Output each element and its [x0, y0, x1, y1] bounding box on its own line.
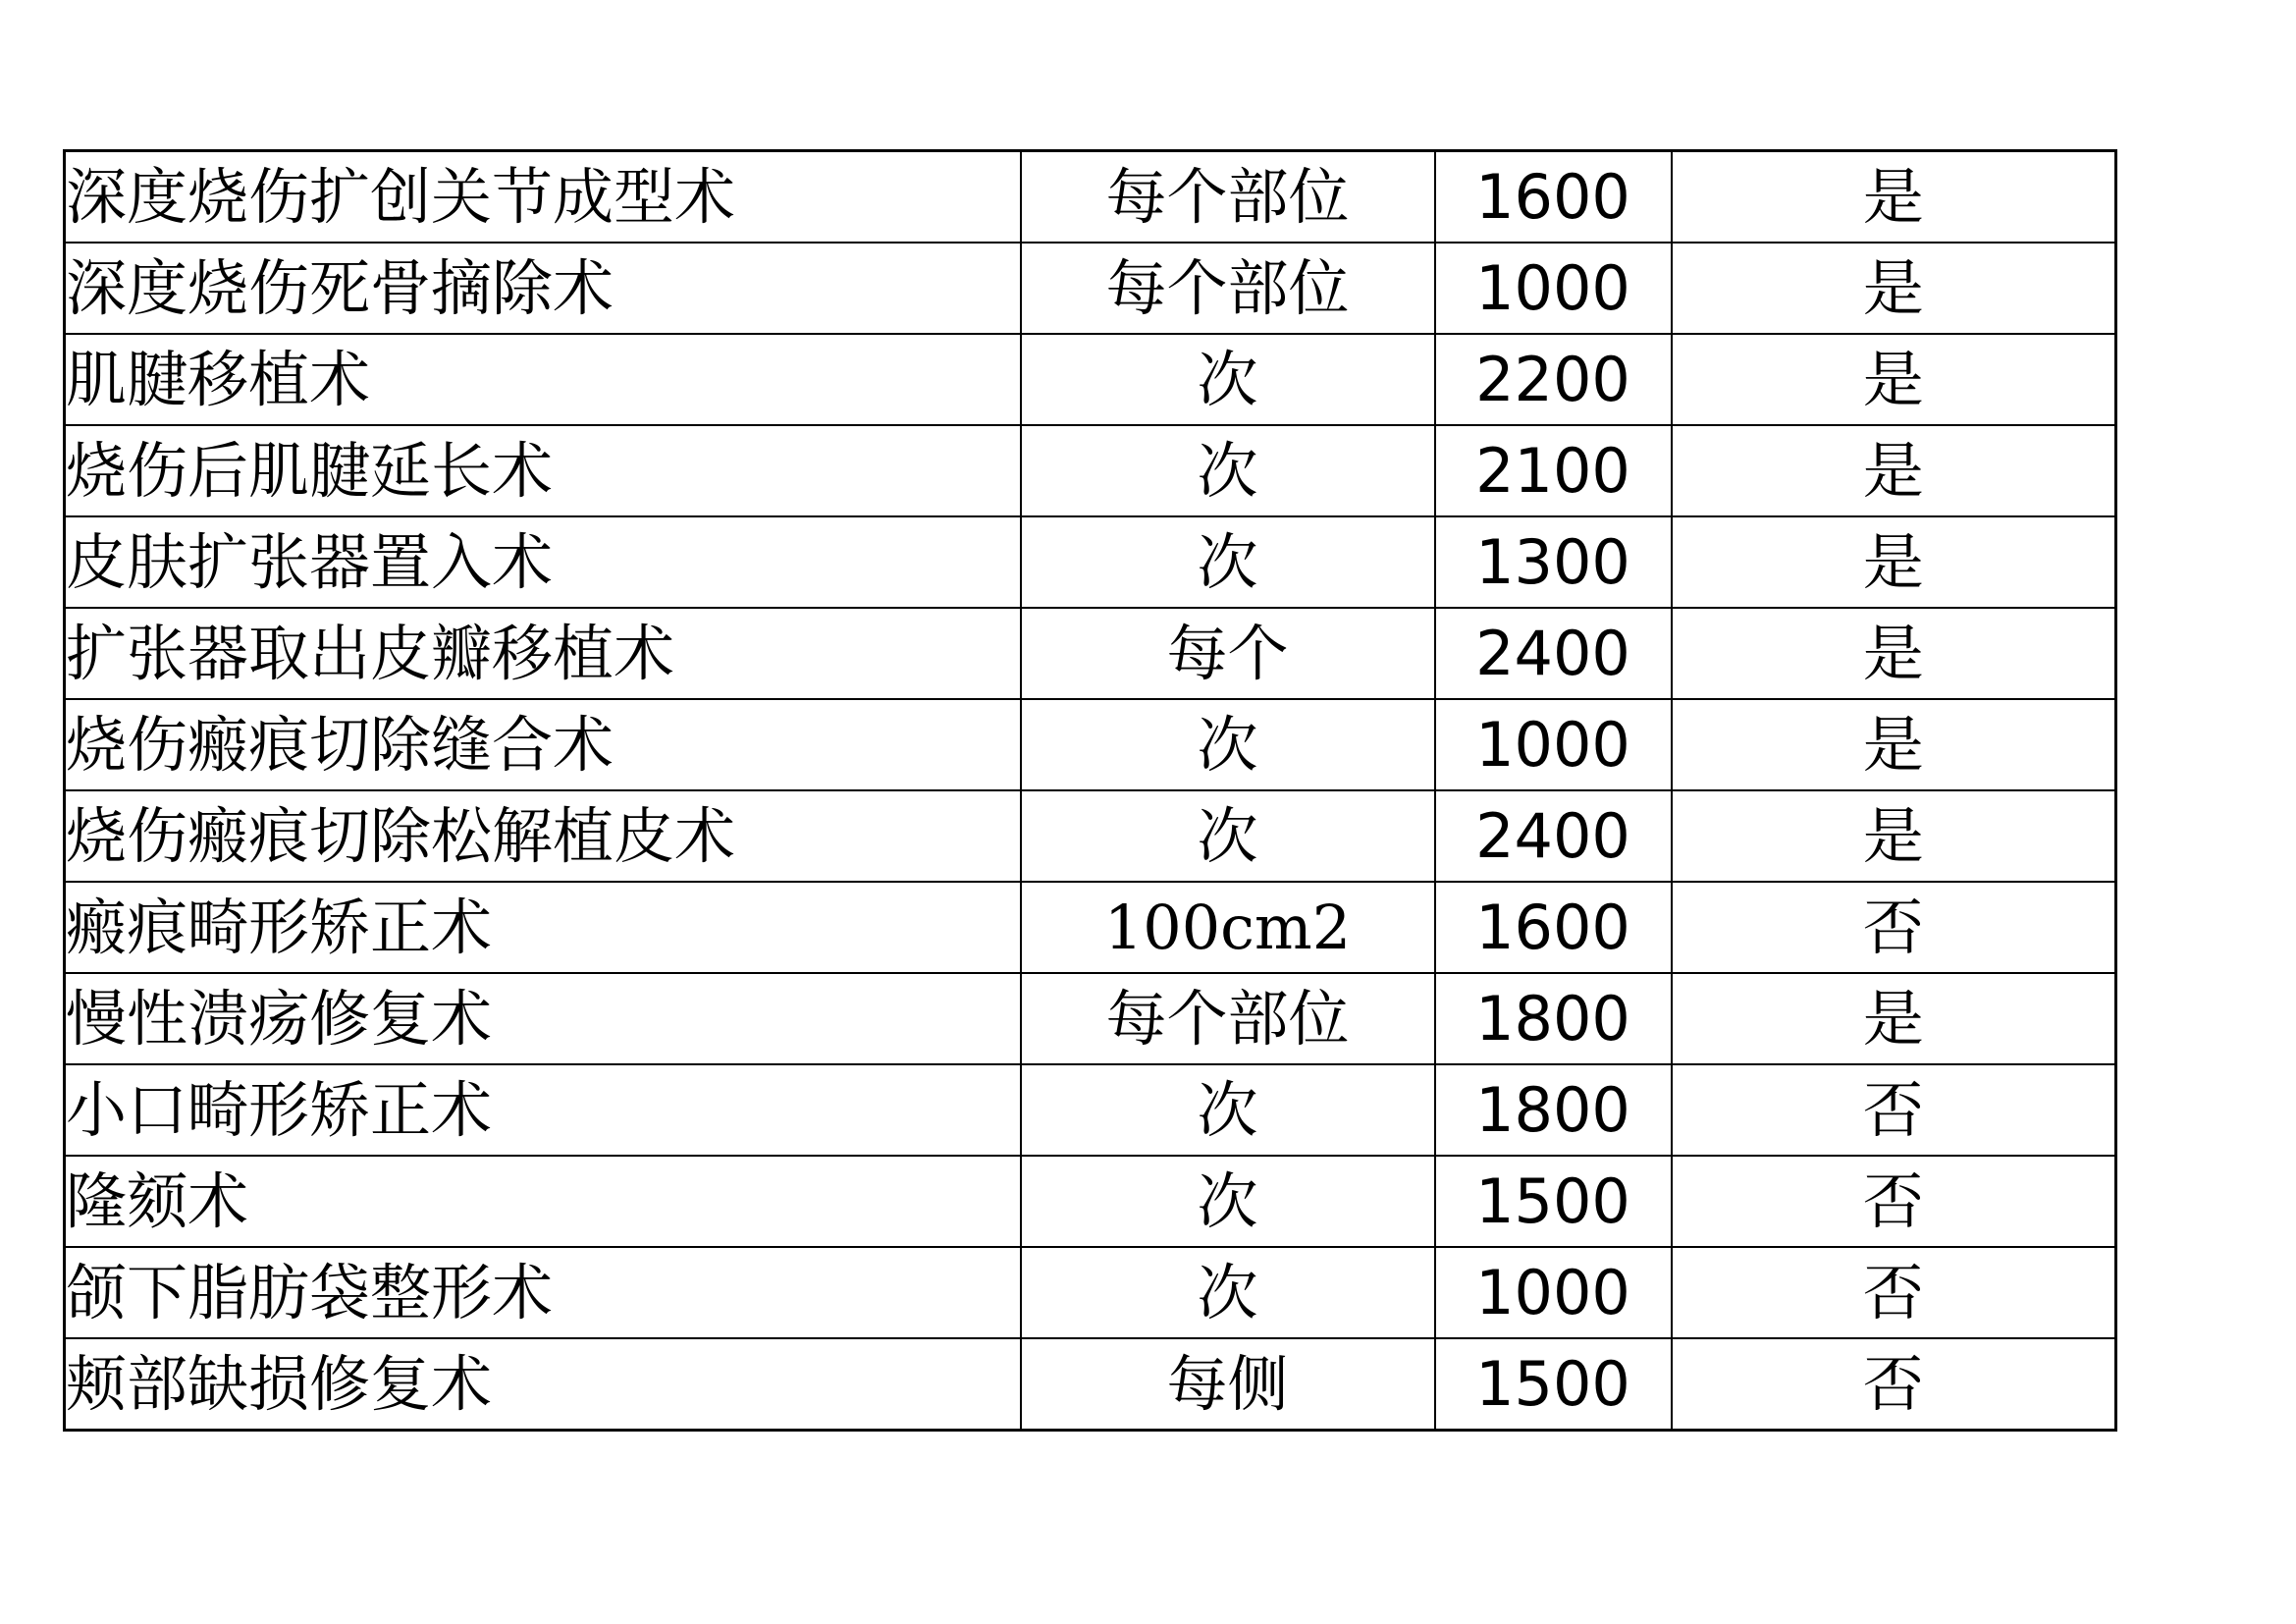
procedure-name-cell: 瘢痕畸形矫正术: [65, 882, 1021, 973]
price-cell: 1000: [1435, 699, 1672, 790]
price-cell: 1600: [1435, 151, 1672, 244]
price-cell: 1600: [1435, 882, 1672, 973]
flag-cell: 是: [1672, 790, 2116, 882]
flag-cell: 是: [1672, 516, 2116, 608]
unit-cell: 每个部位: [1021, 243, 1435, 334]
procedure-name-cell: 烧伤后肌腱延长术: [65, 425, 1021, 516]
flag-cell: 否: [1672, 1156, 2116, 1247]
table-row: [65, 425, 2116, 516]
procedure-name-cell: 小口畸形矫正术: [65, 1064, 1021, 1156]
unit-cell: 次: [1021, 425, 1435, 516]
flag-cell: 是: [1672, 243, 2116, 334]
unit-cell: 每个: [1021, 608, 1435, 699]
flag-cell: 否: [1672, 1247, 2116, 1338]
unit-cell: 次: [1021, 790, 1435, 882]
procedure-name-cell: 颊部缺损修复术: [65, 1338, 1021, 1431]
table-row: [65, 516, 2116, 608]
unit-cell: 每个部位: [1021, 151, 1435, 244]
flag-cell: 否: [1672, 882, 2116, 973]
price-cell: 1500: [1435, 1338, 1672, 1431]
price-cell: 1800: [1435, 1064, 1672, 1156]
procedure-name-cell: 慢性溃疡修复术: [65, 973, 1021, 1064]
procedure-name-cell: 烧伤瘢痕切除松解植皮术: [65, 790, 1021, 882]
unit-cell: 次: [1021, 699, 1435, 790]
price-cell: 2200: [1435, 334, 1672, 425]
price-cell: 2400: [1435, 608, 1672, 699]
table-row: [65, 608, 2116, 699]
unit-cell: 100cm2: [1021, 882, 1435, 973]
price-cell: 1000: [1435, 243, 1672, 334]
flag-cell: 是: [1672, 699, 2116, 790]
flag-cell: 是: [1672, 151, 2116, 244]
price-cell: 1800: [1435, 973, 1672, 1064]
table-row: [65, 973, 2116, 1064]
flag-cell: 是: [1672, 973, 2116, 1064]
price-cell: 2100: [1435, 425, 1672, 516]
unit-cell: 次: [1021, 516, 1435, 608]
procedure-name-cell: 肌腱移植术: [65, 334, 1021, 425]
unit-cell: 每侧: [1021, 1338, 1435, 1431]
table-row: [65, 334, 2116, 425]
procedure-name-cell: 烧伤瘢痕切除缝合术: [65, 699, 1021, 790]
procedure-price-table: [63, 149, 2117, 1432]
procedure-name-cell: 扩张器取出皮瓣移植术: [65, 608, 1021, 699]
flag-cell: 是: [1672, 425, 2116, 516]
table-row: [65, 1338, 2116, 1431]
flag-cell: 是: [1672, 334, 2116, 425]
table-row: [65, 699, 2116, 790]
procedure-name-cell: 皮肤扩张器置入术: [65, 516, 1021, 608]
price-cell: 1300: [1435, 516, 1672, 608]
unit-cell: 次: [1021, 1064, 1435, 1156]
unit-cell: 次: [1021, 1247, 1435, 1338]
flag-cell: 否: [1672, 1338, 2116, 1431]
table-row: [65, 1064, 2116, 1156]
procedure-name-cell: 深度烧伤扩创关节成型术: [65, 151, 1021, 244]
unit-cell: 次: [1021, 1156, 1435, 1247]
unit-cell: 每个部位: [1021, 973, 1435, 1064]
procedure-name-cell: 颌下脂肪袋整形术: [65, 1247, 1021, 1338]
procedure-name-cell: 深度烧伤死骨摘除术: [65, 243, 1021, 334]
price-cell: 1500: [1435, 1156, 1672, 1247]
table-row: [65, 1247, 2116, 1338]
table-row: [65, 151, 2116, 244]
table-row: [65, 882, 2116, 973]
table-row: [65, 1156, 2116, 1247]
table-row: [65, 243, 2116, 334]
price-cell: 2400: [1435, 790, 1672, 882]
table-row: [65, 790, 2116, 882]
flag-cell: 否: [1672, 1064, 2116, 1156]
procedure-name-cell: 隆颏术: [65, 1156, 1021, 1247]
unit-cell: 次: [1021, 334, 1435, 425]
flag-cell: 是: [1672, 608, 2116, 699]
price-cell: 1000: [1435, 1247, 1672, 1338]
